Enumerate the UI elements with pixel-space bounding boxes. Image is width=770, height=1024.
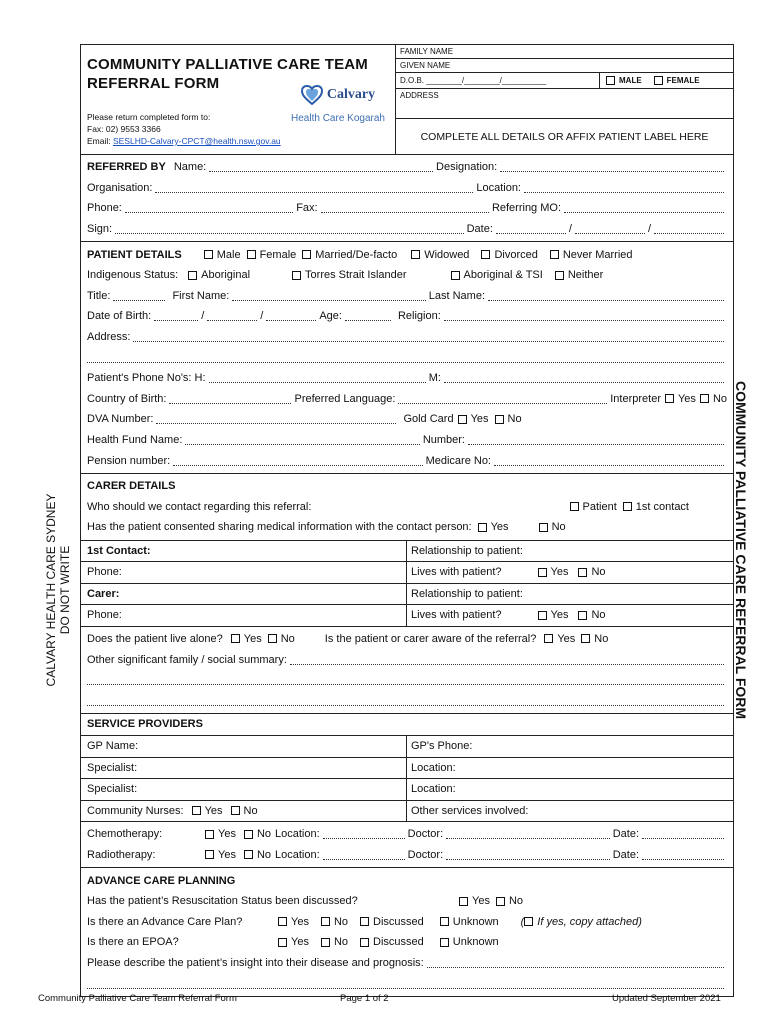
radio-date-input[interactable] bbox=[642, 850, 724, 860]
mobile-label: M: bbox=[428, 372, 441, 385]
home-phone-input[interactable] bbox=[209, 373, 426, 383]
interpreter-yes-checkbox[interactable] bbox=[665, 394, 674, 403]
neither-checkbox[interactable] bbox=[555, 271, 564, 280]
radio-yes-label: Yes bbox=[218, 848, 236, 861]
radio-yes-checkbox[interactable] bbox=[205, 850, 214, 859]
footer-form-name: Community Palliative Care Team Referral Form bbox=[38, 993, 237, 1004]
patient-phone-label: Patient's Phone No's: H: bbox=[87, 372, 206, 385]
acp-unknown-label: Unknown bbox=[452, 915, 499, 928]
epoa-yes-label: Yes bbox=[291, 936, 309, 949]
address-label: Address: bbox=[87, 331, 131, 344]
widowed-checkbox[interactable] bbox=[411, 250, 420, 259]
gold-card-yes-checkbox[interactable] bbox=[458, 415, 467, 424]
consent-yes-checkbox[interactable] bbox=[478, 523, 487, 532]
first-name-label: First Name: bbox=[172, 289, 230, 302]
title-label: Title: bbox=[87, 289, 111, 302]
copy-note-open: ( bbox=[520, 915, 525, 928]
interpreter-no-label: No bbox=[712, 392, 727, 405]
referral-form bbox=[80, 44, 734, 997]
medicare-label: Medicare No: bbox=[425, 454, 491, 467]
phone-label: Phone: bbox=[87, 202, 122, 215]
alone-no-label: No bbox=[280, 632, 295, 645]
copy-attached-checkbox[interactable] bbox=[524, 917, 533, 926]
lives-with-no-checkbox[interactable] bbox=[578, 568, 587, 577]
radio-doctor-input[interactable] bbox=[446, 850, 610, 860]
interpreter-label: Interpreter bbox=[610, 392, 661, 405]
married-label: Married/De-facto bbox=[315, 248, 398, 261]
address-input-line-2[interactable] bbox=[87, 353, 724, 363]
contact-question: Who should we contact regarding this referral: bbox=[87, 500, 312, 513]
dob-field[interactable]: D.O.B. ________/________/__________ bbox=[396, 73, 600, 88]
specialist-1-input[interactable]: Specialist: bbox=[81, 758, 407, 779]
chemo-date-label: Date: bbox=[612, 828, 639, 841]
carer-details-heading: CARER DETAILS bbox=[87, 480, 176, 493]
patient-details-heading: PATIENT DETAILS bbox=[87, 248, 182, 261]
referred-by-heading: REFERRED BY bbox=[87, 161, 166, 174]
dob-label: Date of Birth: bbox=[87, 310, 152, 323]
last-name-label: Last Name: bbox=[428, 289, 485, 302]
heart-logo-icon bbox=[301, 85, 323, 105]
radio-doctor-label: Doctor: bbox=[407, 848, 444, 861]
margin-org-label: CALVARY HEALTH CARE SYDNEY bbox=[44, 493, 58, 687]
lives-with-no-label: No bbox=[591, 566, 606, 579]
chemo-date-input[interactable] bbox=[642, 829, 724, 839]
never-married-label: Never Married bbox=[562, 248, 633, 261]
title-input[interactable] bbox=[113, 291, 165, 301]
fax-label: Fax: bbox=[296, 202, 318, 215]
phone-input[interactable] bbox=[125, 203, 293, 213]
country-label: Country of Birth: bbox=[87, 392, 167, 405]
nurses-no-checkbox[interactable] bbox=[231, 806, 240, 815]
gp-name-input[interactable]: GP Name: bbox=[81, 736, 407, 757]
age-label: Age: bbox=[319, 310, 342, 323]
aware-no-label: No bbox=[594, 632, 609, 645]
language-input[interactable] bbox=[398, 394, 607, 404]
epoa-no-checkbox[interactable] bbox=[321, 938, 330, 947]
referring-mo-label: Referring MO: bbox=[491, 202, 562, 215]
patient-label-area bbox=[396, 45, 733, 154]
alone-no-checkbox[interactable] bbox=[268, 634, 277, 643]
dob-sex-row bbox=[396, 73, 733, 89]
aware-yes-checkbox[interactable] bbox=[544, 634, 553, 643]
date-day-input[interactable] bbox=[496, 224, 566, 234]
first-contact-phone-row bbox=[81, 562, 733, 584]
family-name-label: FAMILY NAME bbox=[400, 47, 454, 56]
insight-question: Please describe the patient’s insight into their disease and prognosis: bbox=[87, 956, 424, 969]
carer-row bbox=[81, 584, 733, 606]
carer-lives-with bbox=[407, 605, 733, 626]
medicare-input[interactable] bbox=[494, 456, 724, 466]
widowed-label: Widowed bbox=[424, 248, 470, 261]
alone-yes-checkbox[interactable] bbox=[231, 634, 240, 643]
chemo-no-checkbox[interactable] bbox=[244, 830, 253, 839]
dob-year-input[interactable] bbox=[266, 311, 316, 321]
radio-location-label: Location: bbox=[275, 848, 320, 861]
carer-phone[interactable]: Phone: bbox=[81, 605, 407, 626]
acp-discussed-label: Discussed bbox=[373, 915, 424, 928]
email-label: Email: bbox=[87, 136, 113, 146]
nurses-no-label: No bbox=[243, 804, 258, 817]
date-month-input[interactable] bbox=[575, 224, 645, 234]
dva-input[interactable] bbox=[156, 414, 396, 424]
footer-page-number: Page 1 of 2 bbox=[340, 993, 389, 1004]
number-label: Number: bbox=[422, 434, 465, 447]
chemo-yes-label: Yes bbox=[218, 828, 236, 841]
consent-yes-label: Yes bbox=[490, 521, 509, 534]
radio-no-checkbox[interactable] bbox=[244, 850, 253, 859]
treatment-section bbox=[81, 822, 733, 868]
chemo-yes-checkbox[interactable] bbox=[205, 830, 214, 839]
sign-label: Sign: bbox=[87, 223, 113, 236]
first-contact-phone[interactable]: Phone: bbox=[81, 562, 407, 583]
torres-checkbox[interactable] bbox=[292, 271, 301, 280]
chemo-label: Chemotherapy: bbox=[87, 828, 163, 841]
female-checkbox[interactable] bbox=[654, 76, 663, 85]
name-label: Name: bbox=[173, 161, 207, 174]
epoa-unknown-checkbox[interactable] bbox=[440, 938, 449, 947]
community-nurses-row bbox=[81, 801, 733, 823]
insight-input-line-2[interactable] bbox=[87, 979, 724, 989]
copy-note: If yes, copy attached) bbox=[537, 915, 642, 928]
carer-lives-no-checkbox[interactable] bbox=[578, 611, 587, 620]
location-label: Location: bbox=[476, 181, 521, 194]
chemo-no-label: No bbox=[256, 828, 272, 841]
contact-patient-label: Patient bbox=[582, 500, 617, 513]
epoa-unknown-label: Unknown bbox=[452, 936, 499, 949]
organisation-label: Organisation: bbox=[87, 181, 153, 194]
carer-lives-yes-label: Yes bbox=[550, 609, 569, 622]
patient-details-section: PATIENT DETAILS Male Female Married/De-facto Widowed Divorced Never Married Indigenous Status: Aboriginal Torres Strait Islander Aboriginal & TSI Neither Title: First Name: Last Name: Date of Birth: / / Age: Religion: Address: Patient's Phone No's: H: M: Country of Birth: Preferred Language: Interpreter Yes No DVA Number: Gold Card Yes No Health Fund Name: Number: Pension number: Medicare No: bbox=[81, 242, 733, 474]
address-field[interactable] bbox=[396, 89, 733, 119]
service-providers-heading: SERVICE PROVIDERS bbox=[81, 714, 733, 736]
first-contact-row bbox=[81, 541, 733, 563]
location-input[interactable] bbox=[524, 183, 724, 193]
resus-question: Has the patient’s Resuscitation Status been discussed? bbox=[87, 895, 358, 908]
carer-phone-row bbox=[81, 605, 733, 627]
living-situation-section bbox=[81, 627, 733, 714]
gold-card-no-checkbox[interactable] bbox=[495, 415, 504, 424]
religion-input[interactable] bbox=[444, 311, 724, 321]
title-line-2: REFERRAL FORM bbox=[87, 75, 220, 92]
consent-no-checkbox[interactable] bbox=[539, 523, 548, 532]
dva-label: DVA Number: bbox=[87, 413, 154, 426]
title-line-1: COMMUNITY PALLIATIVE CARE TEAM bbox=[87, 56, 368, 73]
date-year-input[interactable] bbox=[654, 224, 724, 234]
specialist-row-1 bbox=[81, 758, 733, 780]
chemo-doctor-label: Doctor: bbox=[407, 828, 444, 841]
acp-discussed-checkbox[interactable] bbox=[360, 917, 369, 926]
acp-yes-label: Yes bbox=[291, 915, 309, 928]
dob-month-input[interactable] bbox=[207, 311, 257, 321]
resus-no-label: No bbox=[508, 895, 524, 908]
aboriginal-checkbox[interactable] bbox=[188, 271, 197, 280]
logo-name: Calvary bbox=[326, 87, 376, 102]
chemo-location-label: Location: bbox=[275, 828, 320, 841]
carer-lives-no-label: No bbox=[591, 609, 606, 622]
acp-yes-checkbox[interactable] bbox=[278, 917, 287, 926]
pension-input[interactable] bbox=[173, 456, 422, 466]
aware-no-checkbox[interactable] bbox=[581, 634, 590, 643]
insight-input[interactable] bbox=[427, 958, 724, 968]
epoa-yes-checkbox[interactable] bbox=[278, 938, 287, 947]
return-fax: Fax: 02) 9553 3366 bbox=[87, 124, 161, 134]
gold-card-label: Gold Card bbox=[403, 413, 454, 426]
family-name-field[interactable] bbox=[396, 45, 733, 59]
specialist-row-2 bbox=[81, 779, 733, 801]
signature-input[interactable] bbox=[115, 224, 464, 234]
first-contact-input[interactable]: 1st Contact: bbox=[81, 541, 407, 562]
radio-label: Radiotherapy: bbox=[87, 848, 156, 861]
specialist-2-location[interactable]: Location: bbox=[411, 783, 456, 796]
acp-heading: ADVANCE CARE PLANNING bbox=[87, 874, 236, 887]
last-name-input[interactable] bbox=[488, 291, 724, 301]
lives-with-yes-label: Yes bbox=[550, 566, 569, 579]
form-header bbox=[81, 45, 733, 155]
epoa-discussed-checkbox[interactable] bbox=[360, 938, 369, 947]
gp-row bbox=[81, 736, 733, 758]
carer-relationship[interactable]: Relationship to patient: bbox=[411, 587, 523, 600]
form-title-block bbox=[81, 45, 396, 154]
aboriginal-tsi-label: Aboriginal & TSI bbox=[463, 269, 543, 282]
given-name-field[interactable] bbox=[396, 59, 733, 73]
sex-checkboxes bbox=[600, 73, 733, 88]
lives-with-label: Lives with patient? bbox=[411, 609, 502, 622]
acp-no-checkbox[interactable] bbox=[321, 917, 330, 926]
gold-card-yes-label: Yes bbox=[470, 413, 489, 426]
nurses-yes-checkbox[interactable] bbox=[192, 806, 201, 815]
epoa-question: Is there an EPOA? bbox=[87, 936, 179, 949]
male-label: Male bbox=[216, 248, 241, 261]
acp-unknown-checkbox[interactable] bbox=[440, 917, 449, 926]
aboriginal-tsi-checkbox[interactable] bbox=[451, 271, 460, 280]
religion-label: Religion: bbox=[397, 310, 441, 323]
advance-care-section bbox=[81, 868, 733, 996]
summary-input-line-3[interactable] bbox=[87, 696, 724, 706]
epoa-discussed-label: Discussed bbox=[373, 936, 424, 949]
return-note: Please return completed form to: bbox=[87, 112, 211, 122]
specialist-1-location[interactable]: Location: bbox=[411, 761, 456, 774]
torres-label: Torres Strait Islander bbox=[305, 269, 407, 282]
date-label: Date: bbox=[466, 223, 493, 236]
carer-details-section bbox=[81, 474, 733, 541]
interpreter-yes-label: Yes bbox=[677, 392, 696, 405]
resus-yes-label: Yes bbox=[472, 895, 490, 908]
male-label: MALE bbox=[619, 76, 642, 85]
referred-by-section: REFERRED BY Name: Designation: Organisation: Location: Phone: Fax: Referring MO: Sign: Date: / / bbox=[81, 155, 733, 242]
epoa-no-label: No bbox=[333, 936, 349, 949]
logo-subtitle: Health Care Kogarah bbox=[291, 113, 385, 124]
chemo-location-input[interactable] bbox=[323, 829, 405, 839]
never-married-checkbox[interactable] bbox=[550, 250, 559, 259]
resus-yes-checkbox[interactable] bbox=[459, 897, 468, 906]
consent-no-label: No bbox=[551, 521, 566, 534]
consent-question: Has the patient consented sharing medical information with the contact person: bbox=[87, 521, 472, 534]
female-label: Female bbox=[259, 248, 297, 261]
lives-with-label: Lives with patient? bbox=[411, 566, 502, 579]
form-side-title: COMMUNITY PALLIATIVE CARE REFERRAL FORM bbox=[733, 380, 749, 720]
dob-day-input[interactable] bbox=[154, 311, 198, 321]
carer-input[interactable]: Carer: bbox=[81, 584, 407, 605]
nurses-yes-label: Yes bbox=[204, 804, 223, 817]
summary-input[interactable] bbox=[290, 655, 724, 665]
patient-label-instruction: COMPLETE ALL DETAILS OR AFFIX PATIENT LABEL HERE bbox=[420, 130, 709, 143]
female-checkbox[interactable] bbox=[247, 250, 256, 259]
fax-input[interactable] bbox=[321, 203, 489, 213]
married-checkbox[interactable] bbox=[302, 250, 311, 259]
divorced-checkbox[interactable] bbox=[481, 250, 490, 259]
address-input[interactable] bbox=[133, 332, 724, 342]
designation-input[interactable] bbox=[500, 162, 724, 172]
summary-input-line-2[interactable] bbox=[87, 675, 724, 685]
country-input[interactable] bbox=[169, 394, 291, 404]
community-nurses-label: Community Nurses: bbox=[87, 804, 184, 817]
margin-do-not-write: DO NOT WRITE bbox=[58, 545, 72, 635]
first-contact-relationship[interactable]: Relationship to patient: bbox=[411, 544, 523, 557]
lives-with-yes-checkbox[interactable] bbox=[538, 568, 547, 577]
contact-first-label: 1st contact bbox=[635, 500, 689, 513]
female-label: FEMALE bbox=[666, 76, 700, 85]
contact-patient-checkbox[interactable] bbox=[570, 502, 579, 511]
mobile-phone-input[interactable] bbox=[444, 373, 724, 383]
radio-no-label: No bbox=[256, 848, 272, 861]
age-input[interactable] bbox=[345, 311, 391, 321]
interpreter-no-checkbox[interactable] bbox=[700, 394, 709, 403]
health-fund-input[interactable] bbox=[185, 435, 419, 445]
radio-location-input[interactable] bbox=[323, 850, 405, 860]
address-label: ADDRESS bbox=[400, 91, 439, 100]
aboriginal-label: Aboriginal bbox=[201, 269, 251, 282]
other-services-input[interactable]: Other services involved: bbox=[411, 804, 529, 817]
community-nurses-field bbox=[81, 801, 407, 822]
first-name-input[interactable] bbox=[232, 291, 425, 301]
alone-yes-label: Yes bbox=[243, 632, 262, 645]
indigenous-label: Indigenous Status: bbox=[87, 269, 179, 282]
alone-question: Does the patient live alone? bbox=[87, 632, 223, 645]
radio-date-label: Date: bbox=[612, 848, 639, 861]
health-fund-number-input[interactable] bbox=[468, 435, 724, 445]
return-instructions bbox=[87, 111, 281, 147]
summary-label: Other significant family / social summary: bbox=[87, 653, 287, 666]
neither-label: Neither bbox=[567, 269, 604, 282]
resus-no-checkbox[interactable] bbox=[496, 897, 505, 906]
referrer-name-input[interactable] bbox=[209, 162, 433, 172]
gp-phone-input[interactable]: GP's Phone: bbox=[411, 740, 473, 753]
calvary-logo bbox=[285, 85, 391, 124]
acp-question: Is there an Advance Care Plan? bbox=[87, 915, 243, 928]
contact-first-checkbox[interactable] bbox=[623, 502, 632, 511]
acp-no-label: No bbox=[333, 915, 349, 928]
designation-label: Designation: bbox=[436, 161, 498, 174]
email-link[interactable]: SESLHD-Calvary-CPCT@health.nsw.gov.au bbox=[112, 136, 281, 146]
gold-card-no-label: No bbox=[507, 413, 522, 426]
pension-label: Pension number: bbox=[87, 454, 171, 467]
specialist-2-input[interactable]: Specialist: bbox=[81, 779, 407, 800]
footer-updated: Updated September 2021 bbox=[612, 993, 721, 1004]
aware-yes-label: Yes bbox=[557, 632, 576, 645]
referring-mo-input[interactable] bbox=[564, 203, 724, 213]
divorced-label: Divorced bbox=[494, 248, 538, 261]
do-not-write-margin bbox=[44, 494, 72, 687]
language-label: Preferred Language: bbox=[294, 392, 396, 405]
health-fund-label: Health Fund Name: bbox=[87, 434, 183, 447]
first-contact-lives-with bbox=[407, 562, 733, 583]
male-checkbox[interactable] bbox=[204, 250, 213, 259]
organisation-input[interactable] bbox=[155, 183, 473, 193]
aware-question: Is the patient or carer aware of the referral? bbox=[324, 632, 537, 645]
male-checkbox[interactable] bbox=[606, 76, 615, 85]
chemo-doctor-input[interactable] bbox=[446, 829, 610, 839]
given-name-label: GIVEN NAME bbox=[400, 61, 451, 70]
carer-lives-yes-checkbox[interactable] bbox=[538, 611, 547, 620]
